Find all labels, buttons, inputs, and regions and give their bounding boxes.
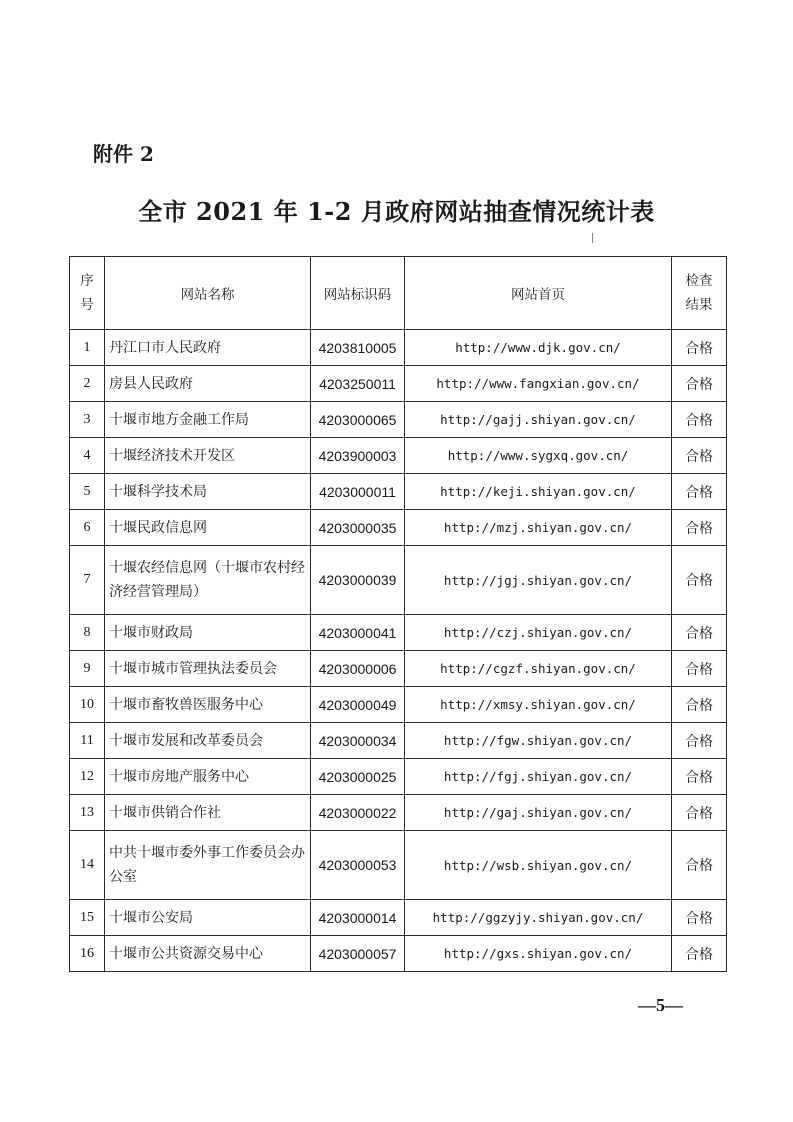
- row-no: 10: [70, 687, 105, 723]
- row-result: 合格: [672, 936, 727, 972]
- header-result-line1: 检查: [685, 273, 713, 289]
- row-url: http://ggzyjy.shiyan.gov.cn/: [405, 900, 672, 936]
- row-name: 十堰市房地产服务中心: [105, 759, 311, 795]
- row-no: 14: [70, 831, 105, 900]
- table-row: [70, 651, 727, 687]
- row-url: http://mzj.shiyan.gov.cn/: [405, 510, 672, 546]
- row-name: 中共十堰市委外事工作委员会办公室: [105, 831, 311, 900]
- table-row: [70, 900, 727, 936]
- row-url: http://cgzf.shiyan.gov.cn/: [405, 651, 672, 687]
- table-row: [70, 936, 727, 972]
- row-result: 合格: [672, 615, 727, 651]
- row-code: 4203000025: [311, 759, 405, 795]
- attachment-label: 附件 2: [93, 142, 154, 166]
- table-header-row: [70, 257, 727, 330]
- row-no: 9: [70, 651, 105, 687]
- row-code: 4203000022: [311, 795, 405, 831]
- row-code: 4203000006: [311, 651, 405, 687]
- row-code: 4203000049: [311, 687, 405, 723]
- row-url: http://fgj.shiyan.gov.cn/: [405, 759, 672, 795]
- table-row: [70, 510, 727, 546]
- row-name: 十堰市畜牧兽医服务中心: [105, 687, 311, 723]
- row-name: 丹江口市人民政府: [105, 330, 311, 366]
- scan-mark: [592, 233, 593, 243]
- row-result: 合格: [672, 402, 727, 438]
- row-url: http://www.fangxian.gov.cn/: [405, 366, 672, 402]
- row-no: 12: [70, 759, 105, 795]
- table-row: [70, 474, 727, 510]
- row-no: 1: [70, 330, 105, 366]
- row-no: 4: [70, 438, 105, 474]
- table-row: [70, 795, 727, 831]
- row-code: 4203000039: [311, 546, 405, 615]
- row-result: 合格: [672, 651, 727, 687]
- row-url: http://www.djk.gov.cn/: [405, 330, 672, 366]
- row-code: 4203000065: [311, 402, 405, 438]
- row-result: 合格: [672, 438, 727, 474]
- table-row: [70, 546, 727, 615]
- row-name: 房县人民政府: [105, 366, 311, 402]
- table-row: [70, 366, 727, 402]
- table-row: [70, 723, 727, 759]
- row-name: 十堰民政信息网: [105, 510, 311, 546]
- row-name: 十堰市公共资源交易中心: [105, 936, 311, 972]
- table-row: [70, 615, 727, 651]
- page-number: —5—: [638, 995, 683, 1015]
- header-code: 网站标识码: [311, 257, 405, 330]
- row-code: 4203900003: [311, 438, 405, 474]
- row-url: http://fgw.shiyan.gov.cn/: [405, 723, 672, 759]
- row-no: 5: [70, 474, 105, 510]
- row-url: http://gxs.shiyan.gov.cn/: [405, 936, 672, 972]
- table-row: [70, 687, 727, 723]
- header-result: [672, 257, 727, 330]
- table-row: [70, 402, 727, 438]
- row-no: 11: [70, 723, 105, 759]
- row-name: 十堰农经信息网（十堰市农村经济经营管理局）: [105, 546, 311, 615]
- row-url: http://gajj.shiyan.gov.cn/: [405, 402, 672, 438]
- row-result: 合格: [672, 330, 727, 366]
- row-no: 3: [70, 402, 105, 438]
- header-no-line2: 号: [80, 297, 94, 313]
- row-url: http://jgj.shiyan.gov.cn/: [405, 546, 672, 615]
- row-url: http://xmsy.shiyan.gov.cn/: [405, 687, 672, 723]
- table-row: [70, 759, 727, 795]
- row-result: 合格: [672, 366, 727, 402]
- row-code: 4203250011: [311, 366, 405, 402]
- row-no: 7: [70, 546, 105, 615]
- row-code: 4203000011: [311, 474, 405, 510]
- header-result-line2: 结果: [685, 297, 713, 313]
- row-no: 13: [70, 795, 105, 831]
- row-url: http://gaj.shiyan.gov.cn/: [405, 795, 672, 831]
- row-code: 4203810005: [311, 330, 405, 366]
- table-row: [70, 438, 727, 474]
- row-result: 合格: [672, 723, 727, 759]
- row-code: 4203000041: [311, 615, 405, 651]
- row-result: 合格: [672, 546, 727, 615]
- row-code: 4203000057: [311, 936, 405, 972]
- row-code: 4203000035: [311, 510, 405, 546]
- row-name: 十堰市公安局: [105, 900, 311, 936]
- inspection-table: [69, 256, 727, 972]
- row-url: http://keji.shiyan.gov.cn/: [405, 474, 672, 510]
- row-code: 4203000014: [311, 900, 405, 936]
- row-name: 十堰科学技术局: [105, 474, 311, 510]
- table-row: [70, 831, 727, 900]
- row-no: 16: [70, 936, 105, 972]
- row-result: 合格: [672, 510, 727, 546]
- document-title: 全市 2021 年 1-2 月政府网站抽查情况统计表: [138, 197, 655, 226]
- header-no: [70, 257, 105, 330]
- row-name: 十堰市地方金融工作局: [105, 402, 311, 438]
- row-name: 十堰市城市管理执法委员会: [105, 651, 311, 687]
- row-result: 合格: [672, 831, 727, 900]
- header-no-line1: 序: [80, 273, 94, 289]
- row-no: 6: [70, 510, 105, 546]
- row-url: http://czj.shiyan.gov.cn/: [405, 615, 672, 651]
- row-code: 4203000034: [311, 723, 405, 759]
- row-name: 十堰市供销合作社: [105, 795, 311, 831]
- header-name: 网站名称: [105, 257, 311, 330]
- row-result: 合格: [672, 474, 727, 510]
- row-result: 合格: [672, 759, 727, 795]
- row-url: http://wsb.shiyan.gov.cn/: [405, 831, 672, 900]
- row-name: 十堰市发展和改革委员会: [105, 723, 311, 759]
- row-no: 2: [70, 366, 105, 402]
- row-url: http://www.sygxq.gov.cn/: [405, 438, 672, 474]
- row-result: 合格: [672, 687, 727, 723]
- table-row: [70, 330, 727, 366]
- header-homepage: 网站首页: [405, 257, 672, 330]
- row-code: 4203000053: [311, 831, 405, 900]
- row-no: 15: [70, 900, 105, 936]
- row-result: 合格: [672, 900, 727, 936]
- row-name: 十堰经济技术开发区: [105, 438, 311, 474]
- row-no: 8: [70, 615, 105, 651]
- row-name: 十堰市财政局: [105, 615, 311, 651]
- row-result: 合格: [672, 795, 727, 831]
